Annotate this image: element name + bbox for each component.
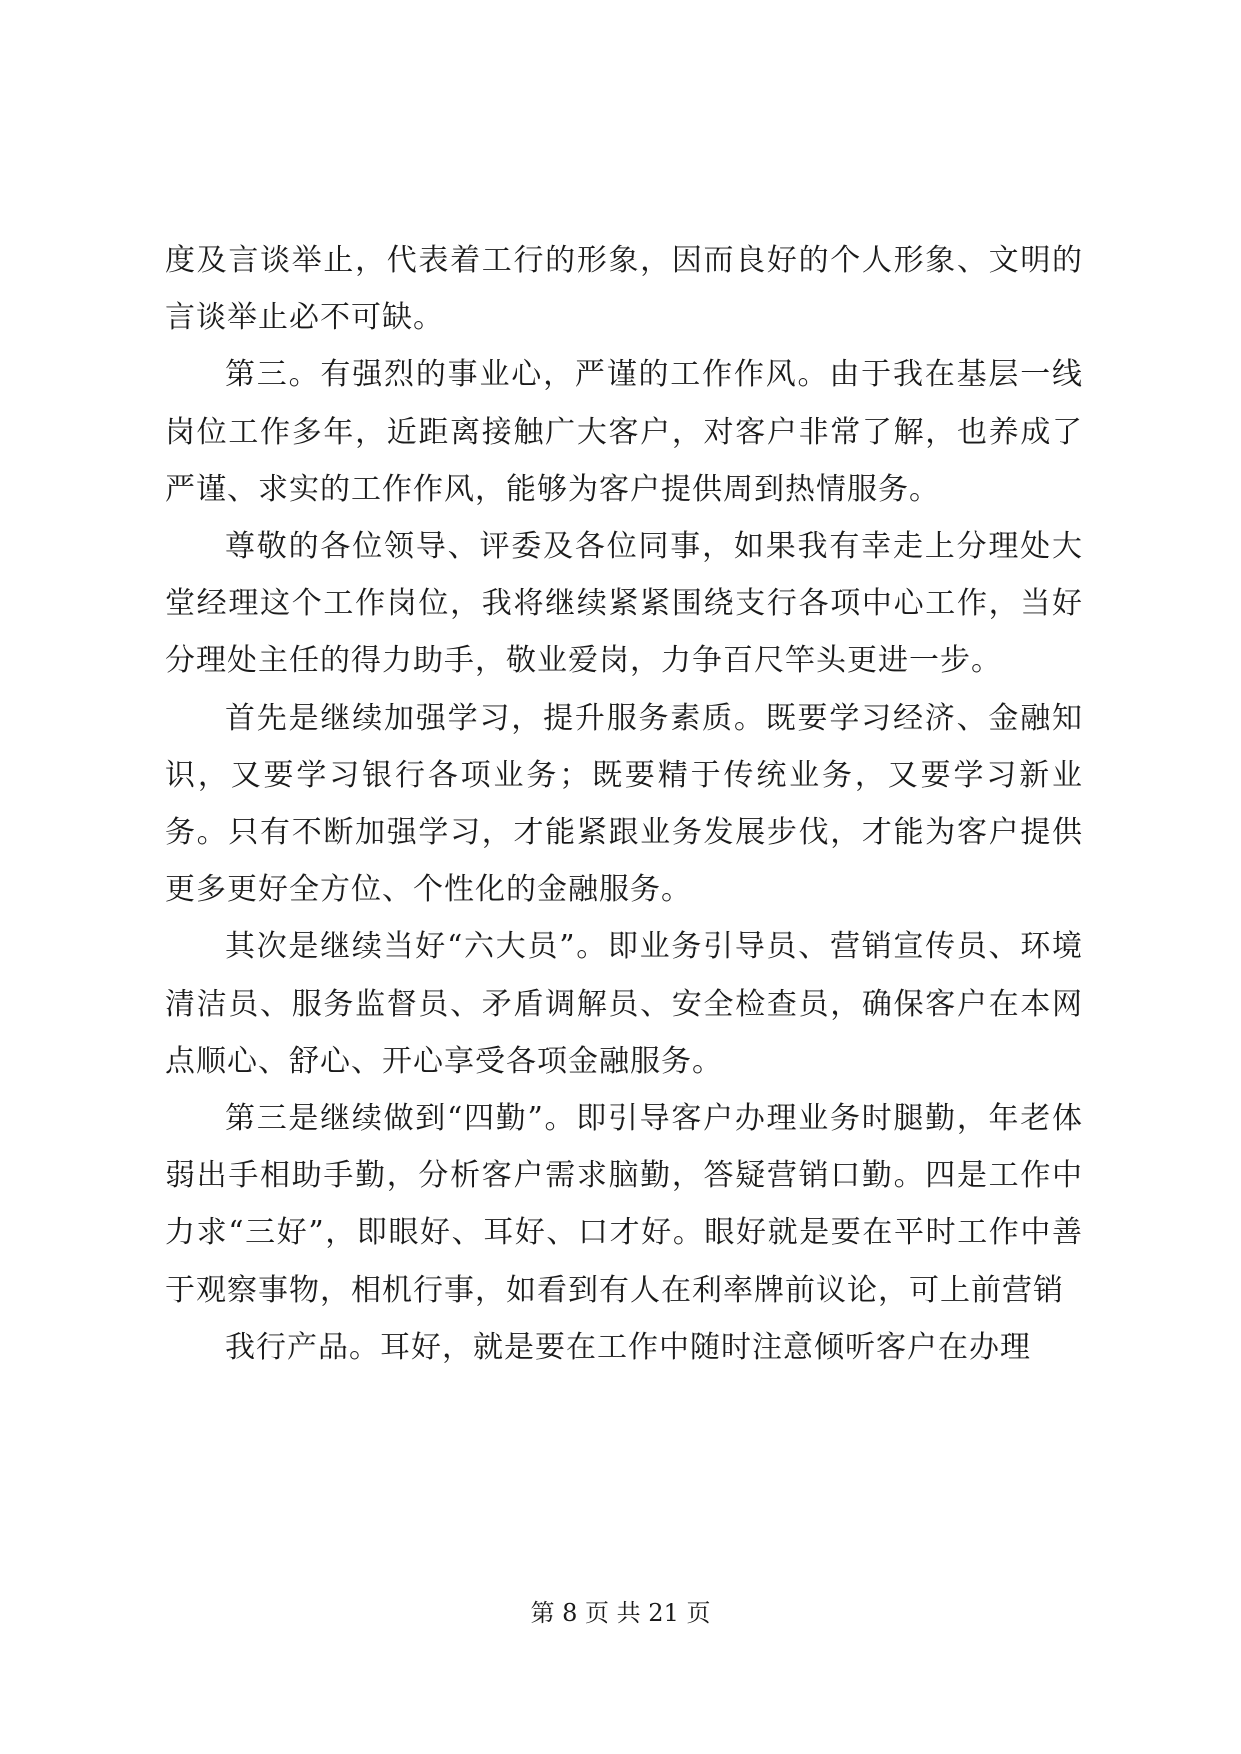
paragraph-2: 第三。有强烈的事业心，严谨的工作作风。由于我在基层一线岗位工作多年，近距离接触广大客户，对客户非常了解，也养成了严谨、求实的工作作风，能够为客户提供周到热情服务。	[165, 357, 1083, 507]
paragraph-4: 首先是继续加强学习，提升服务素质。既要学习经济、金融知识，又要学习银行各项业务；既要精于传统业务，又要学习新业务。只有不断加强学习，才能紧跟业务发展步伐，才能为客户提供更多更好全方位、个性化的金融服务。	[165, 700, 1083, 908]
paragraph-5: 其次是继续当好“六大员”。即业务引导员、营销宣传员、环境清洁员、服务监督员、矛盾调解员、安全检查员，确保客户在本网点顺心、舒心、开心享受各项金融服务。	[165, 929, 1083, 1079]
paragraph-7: 我行产品。耳好，就是要在工作中随时注意倾听客户在办理	[225, 1329, 1031, 1365]
paragraph-6: 第三是继续做到“四勤”。即引导客户办理业务时腿勤，年老体弱出手相助手勤，分析客户需求脑勤，答疑营销口勤。四是工作中力求“三好”，即眼好、耳好、口才好。眼好就是要在平时工作中善于观察事物，相机行事，如看到有人在利率牌前议论，可上前营销	[165, 1101, 1083, 1308]
paragraph-3: 尊敬的各位领导、评委及各位同事，如果我有幸走上分理处大堂经理这个工作岗位，我将继续紧紧围绕支行各项中心工作，当好分理处主任的得力助手，敬业爱岗，力争百尺竿头更进一步。	[165, 529, 1083, 679]
document-body	[165, 232, 1083, 1376]
page-number-footer: 第 8 页 共 21 页	[530, 1599, 711, 1627]
paragraph-1: 度及言谈举止，代表着工行的形象，因而良好的个人形象、文明的言谈举止必不可缺。	[165, 243, 1083, 336]
